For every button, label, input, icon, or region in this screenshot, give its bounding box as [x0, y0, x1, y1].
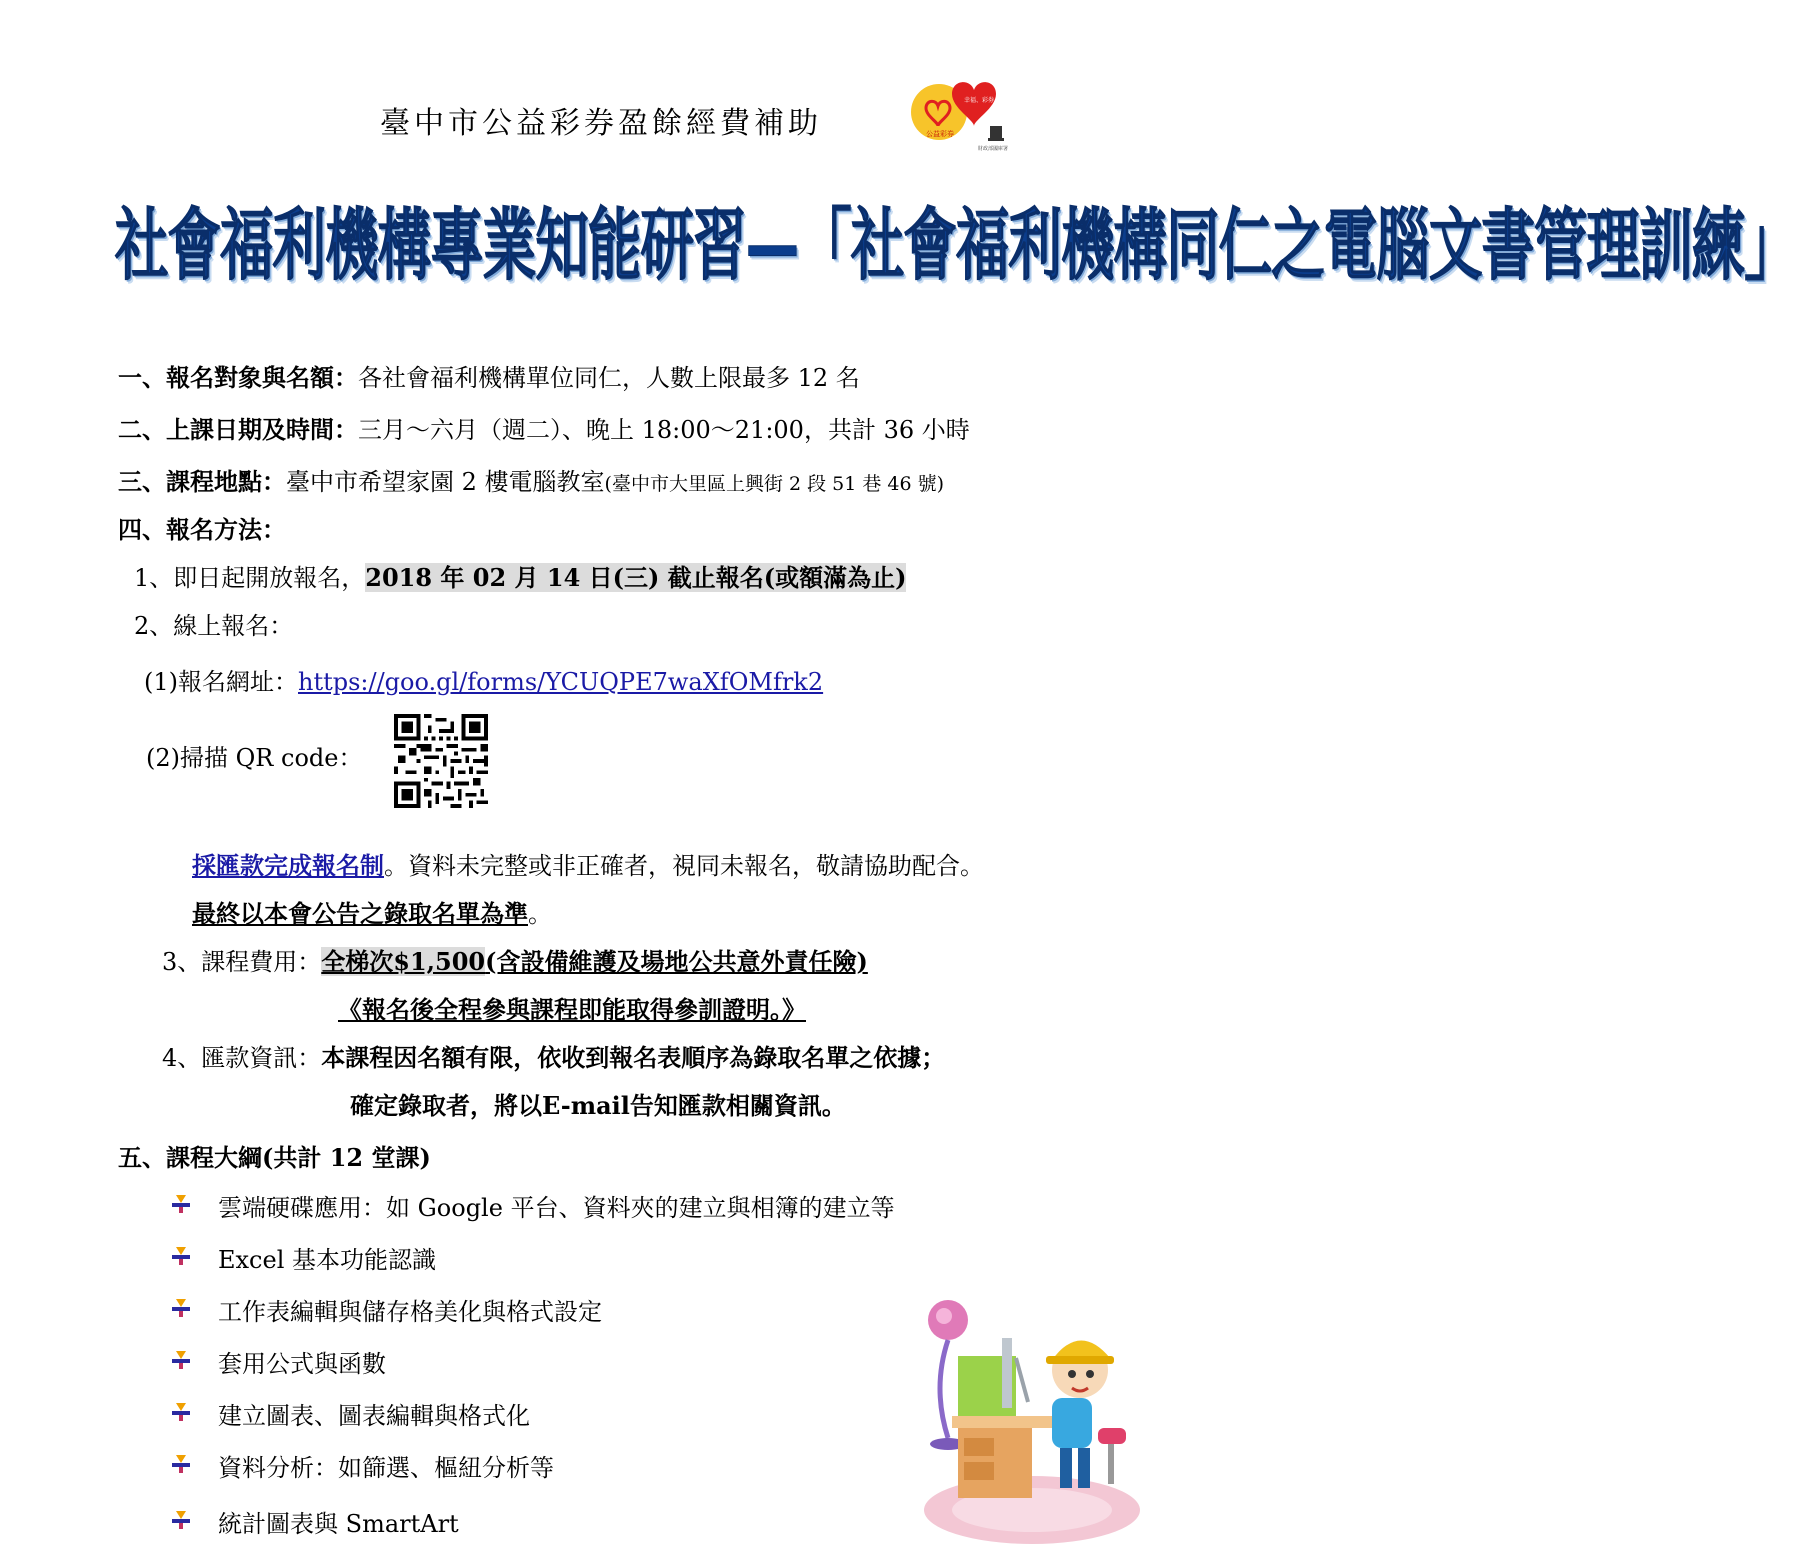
- lottery-logo: [904, 74, 1024, 154]
- outline-item: 套用公式與函數: [218, 1350, 386, 1378]
- sponsor-heading: 臺中市公益彩券盈餘經費補助: [380, 106, 822, 141]
- bullet-arrow-icon: [170, 1245, 192, 1267]
- course-fee-prefix: 3、課程費用：: [162, 948, 322, 976]
- kid-at-computer-illustration: [912, 1298, 1142, 1548]
- remittance-line-2: 確定錄取者，將以E-mail告知匯款相關資訊。: [350, 1091, 846, 1120]
- signup-url-prefix: (1)報名網址：: [144, 668, 298, 696]
- note-final-underlined: 最終以本會公告之錄取名單為準: [192, 899, 528, 928]
- logo-label: 公益彩券: [926, 130, 954, 138]
- signup-step-1-prefix: 1、即日起開放報名，: [134, 564, 366, 592]
- course-fee: [162, 942, 868, 977]
- course-fee-amount: 全梯次$1,500: [321, 947, 486, 976]
- remittance-line-1: 本課程因名額有限，依收到報名表順序為錄取名單之依據；: [321, 1043, 946, 1072]
- signup-url-line: [144, 662, 823, 697]
- outline-item: 統計圖表與 SmartArt: [218, 1510, 459, 1538]
- note-final-end: 。: [528, 900, 552, 928]
- page-title: 社會福利機構專業知能研習—「社會福利機構同仁之電腦文書管理訓練」: [115, 200, 1797, 291]
- section-3-label: 三、課程地點：: [118, 467, 286, 496]
- section-3-text: 臺中市希望家園 2 樓電腦教室: [286, 468, 605, 496]
- bullet-arrow-icon: [170, 1193, 192, 1215]
- section-5-label: 五、課程大綱(共計 12 堂課): [118, 1143, 431, 1172]
- section-1: [118, 358, 860, 393]
- certificate-note: 《報名後全程參與課程即能取得參訓證明。》: [338, 995, 806, 1024]
- signup-url-link[interactable]: https://goo.gl/forms/YCUQPE7waXfOMfrk2: [298, 668, 824, 696]
- course-fee-note: (含設備維護及場地公共意外責任險): [485, 947, 868, 976]
- outline-item: 資料分析：如篩選、樞紐分析等: [218, 1454, 554, 1482]
- qr-code-label: (2)掃描 QR code：: [146, 744, 363, 772]
- section-4-label: 四、報名方法：: [118, 515, 286, 544]
- note-payment: [192, 846, 984, 881]
- logo-sub: 財政部國庫署: [978, 146, 1009, 152]
- section-2-label: 二、上課日期及時間：: [118, 415, 358, 444]
- qr-code[interactable]: [394, 714, 488, 808]
- signup-step-1: [134, 558, 906, 593]
- remittance-prefix: 4、匯款資訊：: [162, 1044, 322, 1072]
- logo-tag: 幸福、彩券、福: [964, 97, 1007, 104]
- section-1-label: 一、報名對象與名額：: [118, 363, 358, 392]
- signup-deadline: 2018 年 02 月 14 日(三) 截止報名(或額滿為止): [365, 563, 907, 592]
- bullet-arrow-icon: [170, 1509, 192, 1531]
- bullet-arrow-icon: [170, 1453, 192, 1475]
- note-final: [192, 894, 552, 929]
- bullet-arrow-icon: [170, 1401, 192, 1423]
- note-payment-text: 。資料未完整或非正確者，視同未報名，敬請協助配合。: [384, 852, 984, 880]
- note-payment-link[interactable]: 採匯款完成報名制: [192, 851, 384, 880]
- section-1-text: 各社會福利機構單位同仁，人數上限最多 12 名: [358, 364, 860, 392]
- outline-item: Excel 基本功能認識: [218, 1246, 437, 1274]
- outline-item: 雲端硬碟應用：如 Google 平台、資料夾的建立與相簿的建立等: [218, 1194, 895, 1222]
- bullet-arrow-icon: [170, 1297, 192, 1319]
- signup-step-2: 2、線上報名：: [134, 612, 294, 640]
- remittance-info: [162, 1038, 945, 1073]
- section-2: [118, 410, 970, 445]
- outline-item: 工作表編輯與儲存格美化與格式設定: [218, 1298, 602, 1326]
- section-3-address: (臺中市大里區上興街 2 段 51 巷 46 號): [604, 473, 945, 495]
- section-3: [118, 462, 944, 497]
- section-2-text: 三月～六月（週二）、晚上 18:00～21:00，共計 36 小時: [358, 416, 970, 444]
- outline-item: 建立圖表、圖表編輯與格式化: [218, 1402, 530, 1430]
- bullet-arrow-icon: [170, 1349, 192, 1371]
